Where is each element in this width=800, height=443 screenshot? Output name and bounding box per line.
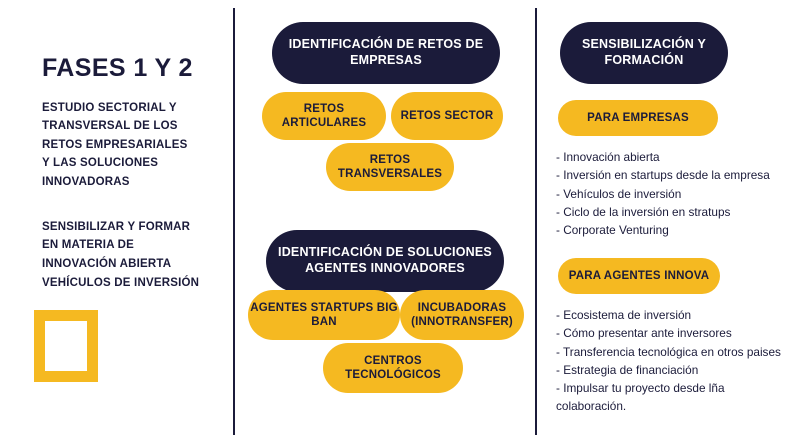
left-description-line: VEHÍCULOS DE INVERSIÓN (42, 276, 200, 289)
list-item: - Estrategia de financiación (556, 362, 699, 377)
node-retos-transversales: RETOS TRANSVERSALES (326, 143, 454, 191)
left-description-block-1 (42, 99, 222, 192)
node-para-agentes-innova: PARA AGENTES INNOVA (558, 258, 720, 294)
node-centros-tecnologicos: CENTROS TECNOLÓGICOS (323, 343, 463, 393)
list-item: - Cómo presentar ante inversores (556, 326, 732, 341)
list-para-empresas (556, 148, 794, 239)
left-description-line: Y LAS SOLUCIONES (42, 157, 159, 170)
list-item: - Transferencia tecnológica en otros paises (556, 344, 781, 359)
list-item: - Vehículos de inversión (556, 186, 682, 201)
node-identificacion-soluciones-agentes: IDENTIFICACIÓN DE SOLUCIONES AGENTES INNOVADORES (266, 230, 504, 292)
node-identificacion-retos-empresas: IDENTIFICACIÓN DE RETOS DE EMPRESAS (272, 22, 500, 84)
node-retos-sector: RETOS SECTOR (391, 92, 503, 140)
left-description-line: TRANSVERSAL DE LOS (42, 120, 178, 133)
list-para-agentes-innova (556, 306, 794, 416)
node-agentes-startups-big-ban: AGENTES STARTUPS BIG BAN (248, 290, 400, 340)
left-description-line: SENSIBILIZAR Y FORMAR (42, 220, 191, 233)
list-item: - Corporate Venturing (556, 223, 669, 238)
left-description-line: EN MATERIA DE (42, 239, 135, 252)
list-item: - Ecosistema de inversión (556, 308, 692, 322)
list-item: - Ciclo de la inversión en stratups (556, 204, 731, 219)
node-retos-articulares: RETOS ARTICULARES (262, 92, 386, 140)
page-title: FASES 1 Y 2 (42, 54, 193, 82)
list-item: - Inversión en startups desde la empresa (556, 168, 770, 183)
left-column (42, 55, 222, 318)
left-description-line: RETOS EMPRESARIALES (42, 138, 188, 151)
left-description-line: INNOVACIÓN ABIERTA (42, 257, 172, 270)
node-para-empresas: PARA EMPRESAS (558, 100, 718, 136)
node-incubadoras-innotransfer: INCUBADORAS (INNOTRANSFER) (400, 290, 524, 340)
column-divider-left (233, 8, 235, 435)
column-divider-right (535, 8, 537, 435)
left-description-block-2 (42, 218, 222, 293)
list-item: - Innovación abierta (556, 150, 660, 164)
left-description-line: ESTUDIO SECTORIAL Y (42, 101, 177, 114)
node-sensibilizacion-formacion: SENSIBILIZACIÓN Y FORMACIÓN (560, 22, 728, 84)
decorative-square-outline (34, 310, 98, 382)
left-description-line: INNOVADORAS (42, 176, 130, 188)
list-item: - Impulsar tu proyecto desde lña colaboración. (556, 381, 725, 414)
